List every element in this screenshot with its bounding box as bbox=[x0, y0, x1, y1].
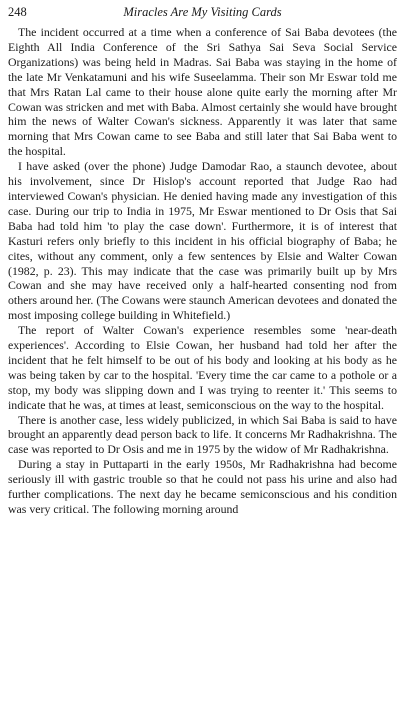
running-title: Miracles Are My Visiting Cards bbox=[123, 5, 282, 19]
paragraph-puttaparti: During a stay in Puttaparti in the early 1950s, Mr Radhakrishna had become seriously ill with gastric trouble so that he could not pass his urine and also had further complications. The next day he became semiconscious and his condition was very critical. The following morning around bbox=[8, 457, 397, 516]
paragraph-near-death: The report of Walter Cowan's experience resembles some 'near-death experiences'. According to Elsie Cowan, her husband had told her after the incident that he felt himself to be out of his body and looking at his body as he was being taken by car to the hospital. 'Every time the car came to a pothole or a stop, my body was slipping down and I was trying to reenter it.' This seems to indicate that he was, at times at least, semiconscious on the way to the hospital. bbox=[8, 323, 397, 412]
running-head bbox=[8, 2, 397, 22]
paragraph-another-case: There is another case, less widely publicized, in which Sai Baba is said to have brought an apparently dead person back to life. It concerns Mr Radhakrishna. The case was reported to Dr Osis and me in 1975 by the widow of Mr Radhakrishna. bbox=[8, 412, 397, 457]
page-number: 248 bbox=[8, 5, 27, 19]
paragraph-incident-conference: The incident occurred at a time when a conference of Sai Baba devotees (the Eighth All India Conference of the Sri Sathya Sai Seva Social Service Organizations) was being held in Madras. Sai Baba was staying in the home of the late Mr Venkatamuni and his wife Suseelamma. Their son Mr Eswar told me that Mrs Ratan Lal came to their house alone quite early the morning after Mr Cowan was stricken and met with Baba. Almost certainly she would have brought him the news of Walter Cowan's sickness. Apparently it was later that same morning that Mrs Cowan came to see Baba and still later that Sai Baba went to the hospital. bbox=[8, 25, 397, 159]
body-text bbox=[8, 25, 397, 517]
paragraph-judge-rao: I have asked (over the phone) Judge Damodar Rao, a staunch devotee, about his involvement, since Dr Hislop's account reported that Judge Rao had interviewed Cowan's physician. He denied having made any investigation of this case. During our trip to India in 1975, Mr Eswar mentioned to Dr Osis that Sai Baba had told him 'to play the case down'. Furthermore, it is of interest that Kasturi refers only briefly to this incident in his official biography of Baba; he cites, without any comment, only a few sentences by Elsie and Walter Cowan (1982, p. 23). This may indicate that the case was primarily built up by Mrs Cowan and she may have received only a half-hearted consenting nod from others around her. (The Cowans were staunch American devotees and donated the most imposing college building in Whitefield.) bbox=[8, 159, 397, 323]
